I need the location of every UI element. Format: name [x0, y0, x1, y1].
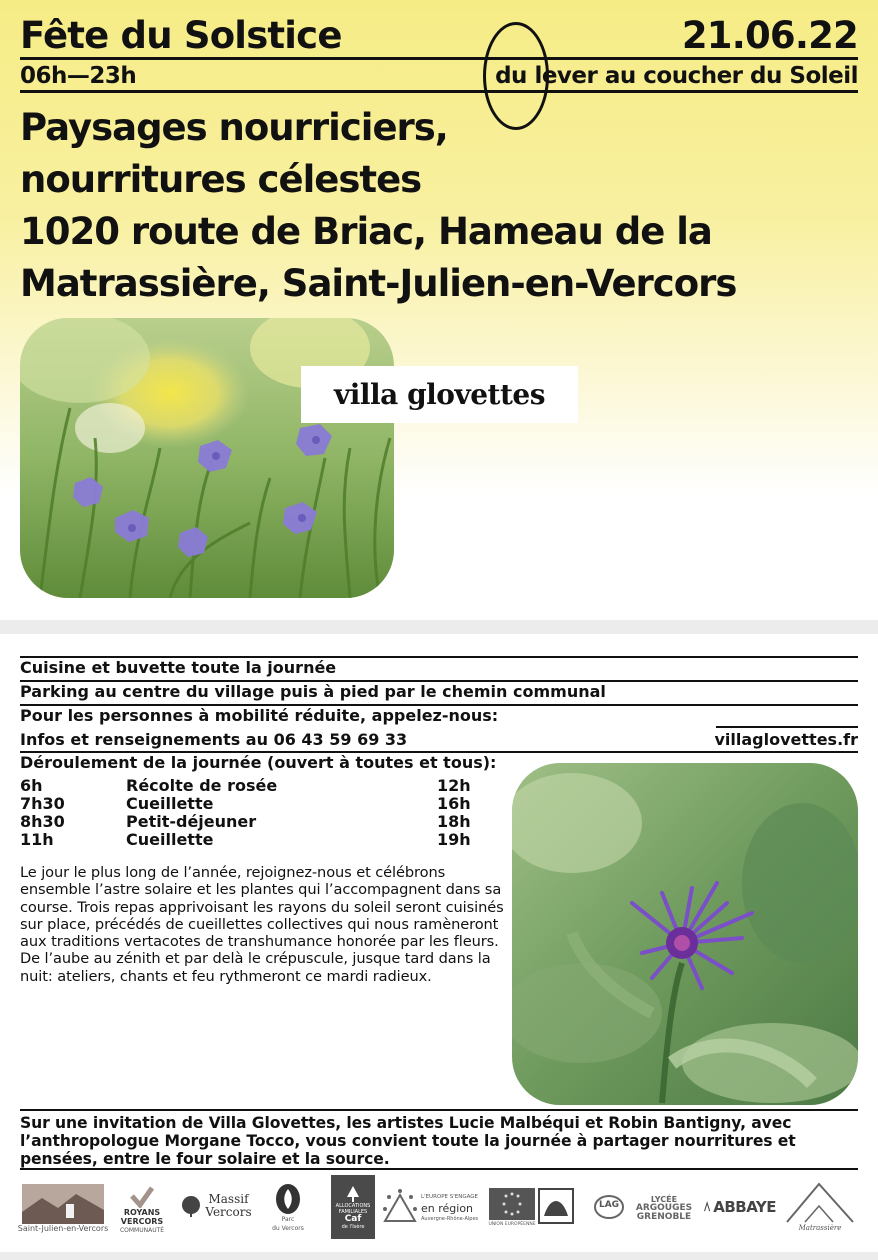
- abbaye-logo: [704, 1190, 776, 1224]
- partner-label: FAMILIALES: [338, 1208, 368, 1215]
- partner-label: L'EUROPE S'ENGAGE: [421, 1193, 479, 1200]
- schedule-activity: Récolte de rosée: [126, 776, 278, 795]
- food-info: Cuisine et buvette toute la journée: [20, 658, 337, 677]
- headline: [20, 102, 858, 310]
- leader-icon: [538, 1188, 574, 1224]
- headline-line: Paysages nourriciers,: [20, 106, 448, 149]
- lycee-argouges-logo: [628, 1188, 700, 1228]
- schedule-time: 6h: [20, 776, 43, 795]
- region-stars-logo: [380, 1182, 420, 1230]
- saint-julien-logo: [17, 1178, 109, 1238]
- invite-rule: [20, 1109, 858, 1111]
- checkmark-icon: [130, 1186, 154, 1208]
- leader-logo: [537, 1186, 575, 1226]
- partner-label: LYCÉE: [650, 1194, 678, 1204]
- caf-isere-logo: [331, 1175, 375, 1239]
- mountain-icon: [785, 1180, 855, 1224]
- partner-label: Auvergne-Rhône-Alpes: [421, 1215, 479, 1222]
- schedule-heading: Déroulement de la journée (ouvert à toutes et tous):: [20, 753, 497, 772]
- event-description: Le jour le plus long de l’année, rejoignez-nous et célébrons ensemble l’astre solaire et les plantes qui l’accompagnent dans sa course. Trois repas apprivoisant les rayons du soleil seront cuisinés sur place, précédés de cueillettes collectives qui nous ramèneront aux traditions vertacotes de transhumance honorée par les fleurs. De l’aube au zénith et par delà le crépuscule, jusque tard dans la nuit: ateliers, chants et feu rythmeront ce mardi radieux.: [20, 864, 504, 985]
- header-rule: [20, 57, 858, 60]
- headline-line: nourritures célestes: [20, 158, 422, 201]
- leaf-icon: [275, 1183, 301, 1215]
- parc-vercors-logo: [262, 1176, 314, 1240]
- event-hours: 06h—23h: [20, 63, 137, 89]
- schedule-activity: Cueillette: [126, 794, 214, 813]
- partner-label: Caf: [344, 1213, 362, 1224]
- partner-label: VERCORS: [120, 1216, 164, 1226]
- event-date: 21.06.22: [681, 14, 858, 57]
- partner-label: Saint-Julien-en-Vercors: [17, 1223, 109, 1233]
- schedule-time: 19h: [437, 830, 471, 849]
- eu-flag-logo: [488, 1186, 536, 1230]
- website-rule: [716, 726, 858, 728]
- website-link[interactable]: villaglovettes.fr: [714, 730, 858, 749]
- footer-separator: [0, 1252, 878, 1260]
- partner-label: en région: [421, 1201, 474, 1215]
- villa-glovettes-logo: [301, 366, 578, 423]
- partner-label: COMMUNAUTÉ: [119, 1226, 165, 1234]
- tree-icon: [180, 1195, 202, 1217]
- partner-label: Matrassière: [798, 1223, 842, 1232]
- address-line: 1020 route de Briac, Hameau de la: [20, 210, 712, 253]
- partner-label: ROYANS: [123, 1207, 161, 1217]
- lag-logo: [594, 1192, 624, 1222]
- tree-symbol-icon: [344, 1185, 362, 1203]
- schedule-time: 7h30: [20, 794, 65, 813]
- cornflower-photo: [512, 763, 858, 1105]
- partner-label: de l'Isère: [341, 1223, 365, 1230]
- europe-region-logo: [421, 1186, 485, 1230]
- massif-text: [205, 1193, 251, 1219]
- meadow-photo: [20, 318, 394, 598]
- address-line: Matrassière, Saint-Julien-en-Vercors: [20, 262, 737, 305]
- invitation-text: Sur une invitation de Villa Glovettes, les artistes Lucie Malbéqui et Robin Bantigny, avec l’anthropologue Morgane Tocco, vous convient toute la journée à partager nourritures et pensées, entre le four solaire et la source.: [20, 1114, 796, 1168]
- region-icon: [381, 1187, 419, 1225]
- schedule-time: 18h: [437, 812, 471, 831]
- partner-label: ARGOUGES: [635, 1202, 693, 1213]
- schedule-time: 11h: [20, 830, 54, 849]
- partner-label: ALLOCATIONS: [335, 1202, 371, 1209]
- partner-label: LAG: [598, 1200, 620, 1210]
- section-separator: [0, 620, 878, 634]
- partner-label: GRENOBLE: [636, 1211, 692, 1222]
- partner-label: Parc: [281, 1216, 295, 1223]
- header-rule-2: [20, 90, 858, 93]
- logo-text: villa glovettes: [334, 378, 545, 411]
- partner-label: Massif: [208, 1192, 249, 1206]
- abbaye-mark-icon: [704, 1198, 710, 1216]
- partner-label: Vercors: [205, 1205, 252, 1219]
- schedule-time: 12h: [437, 776, 471, 795]
- partner-label: ABBAYE: [713, 1198, 776, 1216]
- mobility-info: Pour les personnes à mobilité réduite, appelez-nous:: [20, 706, 499, 725]
- event-title: Fête du Solstice: [20, 14, 342, 57]
- contact-phone[interactable]: Infos et renseignements au 06 43 59 69 33: [20, 730, 408, 749]
- eu-flag-icon: [489, 1188, 535, 1220]
- massif-vercors-logo: [176, 1184, 256, 1228]
- invite-rule: [20, 1168, 858, 1170]
- village-icon: [22, 1184, 104, 1224]
- event-subtitle: du lever au coucher du Soleil: [495, 63, 858, 89]
- schedule-time: 16h: [437, 794, 471, 813]
- royans-vercors-logo: [112, 1180, 172, 1240]
- partner-label: du Vercors: [272, 1225, 304, 1232]
- partner-label: UNION EUROPÉENNE: [488, 1221, 536, 1227]
- schedule-activity: Petit-déjeuner: [126, 812, 257, 831]
- parking-info: Parking au centre du village puis à pied par le chemin communal: [20, 682, 606, 701]
- schedule-time: 8h30: [20, 812, 65, 831]
- matrassiere-logo: [782, 1178, 858, 1234]
- schedule-activity: Cueillette: [126, 830, 214, 849]
